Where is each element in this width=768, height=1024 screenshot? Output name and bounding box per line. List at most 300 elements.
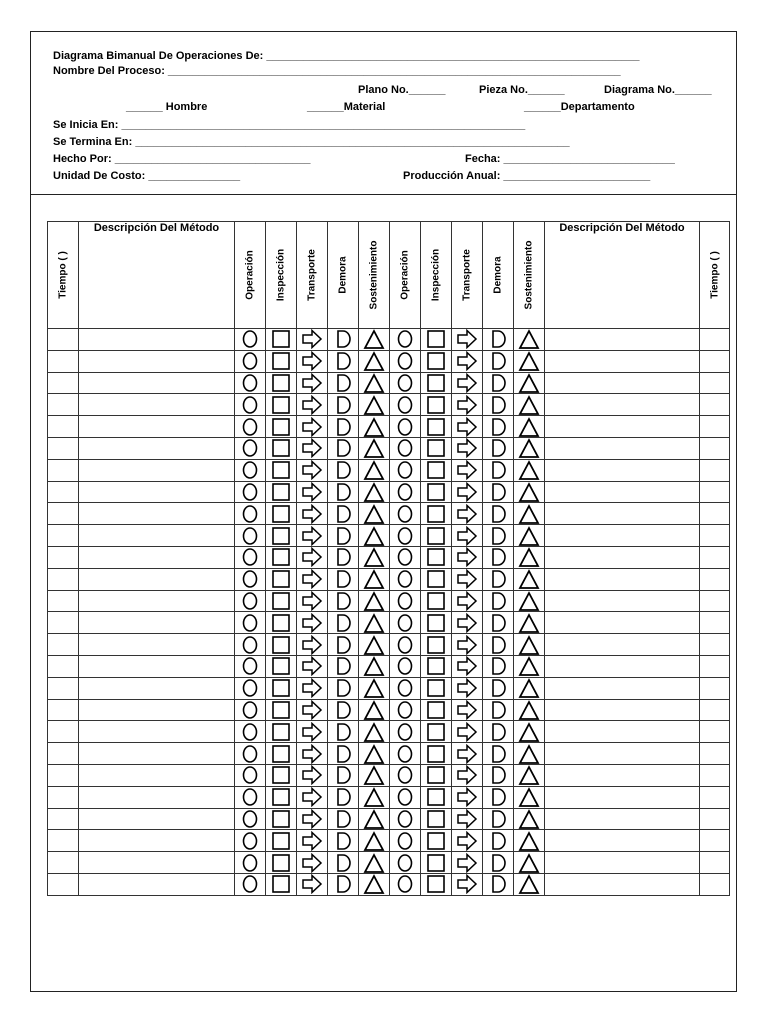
descripcion-right-cell[interactable] (545, 503, 700, 525)
hold-triangle-cell[interactable] (359, 350, 390, 372)
descripcion-right-cell[interactable] (545, 830, 700, 852)
transport-arrow-cell[interactable] (297, 590, 328, 612)
descripcion-right-cell[interactable] (545, 677, 700, 699)
delay-d-cell[interactable] (328, 416, 359, 438)
hold-triangle-cell[interactable] (359, 786, 390, 808)
transport-arrow-cell[interactable] (297, 655, 328, 677)
operation-circle-cell[interactable] (390, 590, 421, 612)
hold-triangle-cell[interactable] (359, 459, 390, 481)
hold-triangle-cell[interactable] (514, 546, 545, 568)
hold-triangle-cell[interactable] (359, 634, 390, 656)
delay-d-cell[interactable] (328, 830, 359, 852)
descripcion-left-cell[interactable] (79, 634, 235, 656)
tiempo-right-cell[interactable] (700, 503, 730, 525)
hold-triangle-cell[interactable] (514, 612, 545, 634)
descripcion-left-cell[interactable] (79, 655, 235, 677)
tiempo-left-cell[interactable] (48, 786, 79, 808)
transport-arrow-cell[interactable] (297, 764, 328, 786)
descripcion-right-cell[interactable] (545, 808, 700, 830)
tiempo-left-cell[interactable] (48, 721, 79, 743)
inspection-square-cell[interactable] (266, 743, 297, 765)
hold-triangle-cell[interactable] (514, 677, 545, 699)
inspection-square-cell[interactable] (266, 459, 297, 481)
tiempo-left-cell[interactable] (48, 634, 79, 656)
hold-triangle-cell[interactable] (514, 634, 545, 656)
tiempo-left-cell[interactable] (48, 546, 79, 568)
hold-triangle-cell[interactable] (359, 481, 390, 503)
delay-d-cell[interactable] (483, 350, 514, 372)
tiempo-right-cell[interactable] (700, 590, 730, 612)
hold-triangle-cell[interactable] (514, 372, 545, 394)
tiempo-left-cell[interactable] (48, 612, 79, 634)
operation-circle-cell[interactable] (235, 503, 266, 525)
descripcion-right-cell[interactable] (545, 655, 700, 677)
descripcion-right-cell[interactable] (545, 437, 700, 459)
transport-arrow-cell[interactable] (297, 677, 328, 699)
hold-triangle-cell[interactable] (359, 677, 390, 699)
operation-circle-cell[interactable] (235, 350, 266, 372)
descripcion-right-cell[interactable] (545, 481, 700, 503)
hold-triangle-cell[interactable] (359, 808, 390, 830)
tiempo-right-cell[interactable] (700, 786, 730, 808)
hold-triangle-cell[interactable] (514, 655, 545, 677)
transport-arrow-cell[interactable] (297, 546, 328, 568)
operation-circle-cell[interactable] (390, 525, 421, 547)
descripcion-right-cell[interactable] (545, 786, 700, 808)
hold-triangle-cell[interactable] (514, 721, 545, 743)
inspection-square-cell[interactable] (266, 612, 297, 634)
transport-arrow-cell[interactable] (452, 677, 483, 699)
inspection-square-cell[interactable] (266, 873, 297, 895)
tiempo-left-cell[interactable] (48, 372, 79, 394)
descripcion-right-cell[interactable] (545, 721, 700, 743)
hold-triangle-cell[interactable] (359, 612, 390, 634)
operation-circle-cell[interactable] (235, 873, 266, 895)
operation-circle-cell[interactable] (235, 394, 266, 416)
descripcion-right-cell[interactable] (545, 612, 700, 634)
hold-triangle-cell[interactable] (359, 721, 390, 743)
inspection-square-cell[interactable] (421, 786, 452, 808)
inspection-square-cell[interactable] (421, 394, 452, 416)
delay-d-cell[interactable] (328, 612, 359, 634)
hold-triangle-cell[interactable] (359, 830, 390, 852)
operation-circle-cell[interactable] (235, 743, 266, 765)
tiempo-right-cell[interactable] (700, 437, 730, 459)
operation-circle-cell[interactable] (235, 612, 266, 634)
tiempo-left-cell[interactable] (48, 655, 79, 677)
delay-d-cell[interactable] (483, 699, 514, 721)
delay-d-cell[interactable] (483, 764, 514, 786)
descripcion-right-cell[interactable] (545, 873, 700, 895)
delay-d-cell[interactable] (328, 546, 359, 568)
tiempo-right-cell[interactable] (700, 525, 730, 547)
operation-circle-cell[interactable] (390, 764, 421, 786)
delay-d-cell[interactable] (483, 329, 514, 351)
hold-triangle-cell[interactable] (359, 394, 390, 416)
inspection-square-cell[interactable] (421, 416, 452, 438)
descripcion-left-cell[interactable] (79, 786, 235, 808)
hold-triangle-cell[interactable] (359, 329, 390, 351)
descripcion-left-cell[interactable] (79, 830, 235, 852)
descripcion-left-cell[interactable] (79, 459, 235, 481)
transport-arrow-cell[interactable] (297, 459, 328, 481)
tiempo-right-cell[interactable] (700, 350, 730, 372)
delay-d-cell[interactable] (483, 394, 514, 416)
tiempo-right-cell[interactable] (700, 721, 730, 743)
descripcion-right-cell[interactable] (545, 743, 700, 765)
hold-triangle-cell[interactable] (514, 350, 545, 372)
operation-circle-cell[interactable] (390, 743, 421, 765)
operation-circle-cell[interactable] (390, 459, 421, 481)
tiempo-left-cell[interactable] (48, 743, 79, 765)
inspection-square-cell[interactable] (421, 655, 452, 677)
inspection-square-cell[interactable] (421, 329, 452, 351)
delay-d-cell[interactable] (328, 437, 359, 459)
transport-arrow-cell[interactable] (297, 634, 328, 656)
hold-triangle-cell[interactable] (359, 699, 390, 721)
tiempo-right-cell[interactable] (700, 568, 730, 590)
inspection-square-cell[interactable] (266, 590, 297, 612)
descripcion-right-cell[interactable] (545, 764, 700, 786)
tiempo-right-cell[interactable] (700, 677, 730, 699)
inspection-square-cell[interactable] (421, 873, 452, 895)
tiempo-right-cell[interactable] (700, 416, 730, 438)
descripcion-left-cell[interactable] (79, 852, 235, 874)
descripcion-right-cell[interactable] (545, 634, 700, 656)
inspection-square-cell[interactable] (266, 764, 297, 786)
hold-triangle-cell[interactable] (514, 852, 545, 874)
delay-d-cell[interactable] (328, 699, 359, 721)
tiempo-left-cell[interactable] (48, 525, 79, 547)
descripcion-right-cell[interactable] (545, 525, 700, 547)
delay-d-cell[interactable] (483, 655, 514, 677)
transport-arrow-cell[interactable] (297, 568, 328, 590)
hold-triangle-cell[interactable] (514, 808, 545, 830)
delay-d-cell[interactable] (483, 590, 514, 612)
hold-triangle-cell[interactable] (359, 437, 390, 459)
delay-d-cell[interactable] (328, 590, 359, 612)
tiempo-left-cell[interactable] (48, 873, 79, 895)
transport-arrow-cell[interactable] (452, 590, 483, 612)
hold-triangle-cell[interactable] (514, 568, 545, 590)
transport-arrow-cell[interactable] (452, 568, 483, 590)
operation-circle-cell[interactable] (235, 764, 266, 786)
inspection-square-cell[interactable] (266, 634, 297, 656)
delay-d-cell[interactable] (483, 416, 514, 438)
transport-arrow-cell[interactable] (452, 764, 483, 786)
delay-d-cell[interactable] (483, 612, 514, 634)
transport-arrow-cell[interactable] (452, 612, 483, 634)
transport-arrow-cell[interactable] (297, 437, 328, 459)
hold-triangle-cell[interactable] (359, 764, 390, 786)
operation-circle-cell[interactable] (235, 677, 266, 699)
tiempo-right-cell[interactable] (700, 612, 730, 634)
delay-d-cell[interactable] (483, 634, 514, 656)
delay-d-cell[interactable] (483, 481, 514, 503)
inspection-square-cell[interactable] (266, 677, 297, 699)
descripcion-right-cell[interactable] (545, 546, 700, 568)
hold-triangle-cell[interactable] (359, 568, 390, 590)
delay-d-cell[interactable] (483, 503, 514, 525)
descripcion-left-cell[interactable] (79, 525, 235, 547)
hold-triangle-cell[interactable] (359, 503, 390, 525)
inspection-square-cell[interactable] (421, 721, 452, 743)
inspection-square-cell[interactable] (421, 525, 452, 547)
inspection-square-cell[interactable] (421, 808, 452, 830)
tiempo-left-cell[interactable] (48, 437, 79, 459)
descripcion-left-cell[interactable] (79, 590, 235, 612)
operation-circle-cell[interactable] (390, 503, 421, 525)
descripcion-right-cell[interactable] (545, 699, 700, 721)
inspection-square-cell[interactable] (266, 350, 297, 372)
transport-arrow-cell[interactable] (297, 329, 328, 351)
transport-arrow-cell[interactable] (452, 786, 483, 808)
operation-circle-cell[interactable] (235, 808, 266, 830)
inspection-square-cell[interactable] (421, 350, 452, 372)
transport-arrow-cell[interactable] (297, 721, 328, 743)
operation-circle-cell[interactable] (235, 437, 266, 459)
inspection-square-cell[interactable] (266, 699, 297, 721)
delay-d-cell[interactable] (483, 721, 514, 743)
tiempo-right-cell[interactable] (700, 546, 730, 568)
inspection-square-cell[interactable] (266, 830, 297, 852)
transport-arrow-cell[interactable] (452, 873, 483, 895)
descripcion-left-cell[interactable] (79, 546, 235, 568)
operation-circle-cell[interactable] (390, 329, 421, 351)
transport-arrow-cell[interactable] (452, 808, 483, 830)
inspection-square-cell[interactable] (266, 481, 297, 503)
operation-circle-cell[interactable] (390, 699, 421, 721)
hold-triangle-cell[interactable] (514, 786, 545, 808)
transport-arrow-cell[interactable] (452, 481, 483, 503)
hold-triangle-cell[interactable] (359, 546, 390, 568)
operation-circle-cell[interactable] (235, 590, 266, 612)
tiempo-right-cell[interactable] (700, 394, 730, 416)
inspection-square-cell[interactable] (421, 852, 452, 874)
inspection-square-cell[interactable] (421, 459, 452, 481)
operation-circle-cell[interactable] (235, 699, 266, 721)
delay-d-cell[interactable] (483, 830, 514, 852)
delay-d-cell[interactable] (328, 568, 359, 590)
delay-d-cell[interactable] (328, 808, 359, 830)
inspection-square-cell[interactable] (266, 416, 297, 438)
tiempo-left-cell[interactable] (48, 699, 79, 721)
delay-d-cell[interactable] (328, 655, 359, 677)
delay-d-cell[interactable] (328, 459, 359, 481)
transport-arrow-cell[interactable] (452, 416, 483, 438)
tiempo-right-cell[interactable] (700, 372, 730, 394)
delay-d-cell[interactable] (328, 764, 359, 786)
transport-arrow-cell[interactable] (452, 721, 483, 743)
transport-arrow-cell[interactable] (297, 481, 328, 503)
operation-circle-cell[interactable] (390, 437, 421, 459)
delay-d-cell[interactable] (483, 546, 514, 568)
inspection-square-cell[interactable] (421, 481, 452, 503)
descripcion-left-cell[interactable] (79, 350, 235, 372)
inspection-square-cell[interactable] (421, 372, 452, 394)
inspection-square-cell[interactable] (266, 525, 297, 547)
descripcion-left-cell[interactable] (79, 808, 235, 830)
operation-circle-cell[interactable] (390, 416, 421, 438)
hold-triangle-cell[interactable] (514, 743, 545, 765)
operation-circle-cell[interactable] (390, 721, 421, 743)
operation-circle-cell[interactable] (390, 546, 421, 568)
descripcion-left-cell[interactable] (79, 764, 235, 786)
inspection-square-cell[interactable] (421, 590, 452, 612)
inspection-square-cell[interactable] (266, 546, 297, 568)
inspection-square-cell[interactable] (266, 329, 297, 351)
inspection-square-cell[interactable] (266, 808, 297, 830)
operation-circle-cell[interactable] (390, 655, 421, 677)
transport-arrow-cell[interactable] (297, 852, 328, 874)
tiempo-right-cell[interactable] (700, 655, 730, 677)
inspection-square-cell[interactable] (421, 612, 452, 634)
tiempo-left-cell[interactable] (48, 350, 79, 372)
tiempo-left-cell[interactable] (48, 808, 79, 830)
inspection-square-cell[interactable] (266, 503, 297, 525)
transport-arrow-cell[interactable] (297, 416, 328, 438)
hold-triangle-cell[interactable] (514, 416, 545, 438)
transport-arrow-cell[interactable] (452, 655, 483, 677)
inspection-square-cell[interactable] (421, 830, 452, 852)
inspection-square-cell[interactable] (266, 655, 297, 677)
transport-arrow-cell[interactable] (297, 743, 328, 765)
descripcion-left-cell[interactable] (79, 721, 235, 743)
transport-arrow-cell[interactable] (297, 873, 328, 895)
hold-triangle-cell[interactable] (514, 764, 545, 786)
descripcion-left-cell[interactable] (79, 372, 235, 394)
transport-arrow-cell[interactable] (452, 830, 483, 852)
hold-triangle-cell[interactable] (359, 372, 390, 394)
inspection-square-cell[interactable] (421, 699, 452, 721)
tiempo-right-cell[interactable] (700, 699, 730, 721)
transport-arrow-cell[interactable] (297, 350, 328, 372)
inspection-square-cell[interactable] (266, 437, 297, 459)
operation-circle-cell[interactable] (235, 459, 266, 481)
inspection-square-cell[interactable] (421, 677, 452, 699)
delay-d-cell[interactable] (483, 743, 514, 765)
delay-d-cell[interactable] (328, 721, 359, 743)
descripcion-left-cell[interactable] (79, 568, 235, 590)
hold-triangle-cell[interactable] (514, 503, 545, 525)
transport-arrow-cell[interactable] (452, 634, 483, 656)
transport-arrow-cell[interactable] (297, 525, 328, 547)
transport-arrow-cell[interactable] (297, 699, 328, 721)
delay-d-cell[interactable] (483, 852, 514, 874)
tiempo-right-cell[interactable] (700, 830, 730, 852)
delay-d-cell[interactable] (483, 459, 514, 481)
delay-d-cell[interactable] (328, 394, 359, 416)
transport-arrow-cell[interactable] (452, 394, 483, 416)
tiempo-left-cell[interactable] (48, 677, 79, 699)
hold-triangle-cell[interactable] (514, 699, 545, 721)
tiempo-left-cell[interactable] (48, 416, 79, 438)
operation-circle-cell[interactable] (235, 634, 266, 656)
operation-circle-cell[interactable] (390, 568, 421, 590)
inspection-square-cell[interactable] (421, 634, 452, 656)
tiempo-left-cell[interactable] (48, 830, 79, 852)
delay-d-cell[interactable] (328, 743, 359, 765)
delay-d-cell[interactable] (483, 437, 514, 459)
hold-triangle-cell[interactable] (514, 481, 545, 503)
delay-d-cell[interactable] (328, 329, 359, 351)
delay-d-cell[interactable] (483, 568, 514, 590)
descripcion-left-cell[interactable] (79, 394, 235, 416)
operation-circle-cell[interactable] (390, 350, 421, 372)
tiempo-right-cell[interactable] (700, 873, 730, 895)
delay-d-cell[interactable] (483, 808, 514, 830)
tiempo-right-cell[interactable] (700, 743, 730, 765)
tiempo-right-cell[interactable] (700, 852, 730, 874)
tiempo-right-cell[interactable] (700, 764, 730, 786)
descripcion-left-cell[interactable] (79, 743, 235, 765)
hold-triangle-cell[interactable] (359, 852, 390, 874)
descripcion-right-cell[interactable] (545, 350, 700, 372)
delay-d-cell[interactable] (483, 786, 514, 808)
operation-circle-cell[interactable] (235, 329, 266, 351)
transport-arrow-cell[interactable] (297, 503, 328, 525)
operation-circle-cell[interactable] (235, 786, 266, 808)
operation-circle-cell[interactable] (390, 808, 421, 830)
delay-d-cell[interactable] (483, 525, 514, 547)
hold-triangle-cell[interactable] (359, 655, 390, 677)
inspection-square-cell[interactable] (421, 764, 452, 786)
transport-arrow-cell[interactable] (452, 350, 483, 372)
delay-d-cell[interactable] (483, 372, 514, 394)
inspection-square-cell[interactable] (421, 503, 452, 525)
delay-d-cell[interactable] (328, 634, 359, 656)
transport-arrow-cell[interactable] (452, 503, 483, 525)
hold-triangle-cell[interactable] (514, 830, 545, 852)
tiempo-left-cell[interactable] (48, 329, 79, 351)
delay-d-cell[interactable] (328, 372, 359, 394)
inspection-square-cell[interactable] (421, 568, 452, 590)
operation-circle-cell[interactable] (390, 612, 421, 634)
transport-arrow-cell[interactable] (297, 786, 328, 808)
descripcion-left-cell[interactable] (79, 416, 235, 438)
delay-d-cell[interactable] (328, 525, 359, 547)
descripcion-left-cell[interactable] (79, 873, 235, 895)
tiempo-left-cell[interactable] (48, 394, 79, 416)
tiempo-left-cell[interactable] (48, 764, 79, 786)
delay-d-cell[interactable] (483, 873, 514, 895)
inspection-square-cell[interactable] (421, 743, 452, 765)
tiempo-left-cell[interactable] (48, 568, 79, 590)
delay-d-cell[interactable] (328, 873, 359, 895)
inspection-square-cell[interactable] (421, 546, 452, 568)
descripcion-right-cell[interactable] (545, 459, 700, 481)
tiempo-left-cell[interactable] (48, 481, 79, 503)
delay-d-cell[interactable] (328, 481, 359, 503)
descripcion-right-cell[interactable] (545, 329, 700, 351)
operation-circle-cell[interactable] (390, 830, 421, 852)
operation-circle-cell[interactable] (235, 372, 266, 394)
delay-d-cell[interactable] (328, 786, 359, 808)
hold-triangle-cell[interactable] (514, 394, 545, 416)
transport-arrow-cell[interactable] (452, 852, 483, 874)
operation-circle-cell[interactable] (390, 852, 421, 874)
operation-circle-cell[interactable] (235, 830, 266, 852)
descripcion-right-cell[interactable] (545, 568, 700, 590)
transport-arrow-cell[interactable] (297, 808, 328, 830)
hold-triangle-cell[interactable] (359, 743, 390, 765)
descripcion-left-cell[interactable] (79, 612, 235, 634)
transport-arrow-cell[interactable] (297, 830, 328, 852)
descripcion-left-cell[interactable] (79, 437, 235, 459)
hold-triangle-cell[interactable] (514, 525, 545, 547)
transport-arrow-cell[interactable] (297, 372, 328, 394)
operation-circle-cell[interactable] (235, 655, 266, 677)
